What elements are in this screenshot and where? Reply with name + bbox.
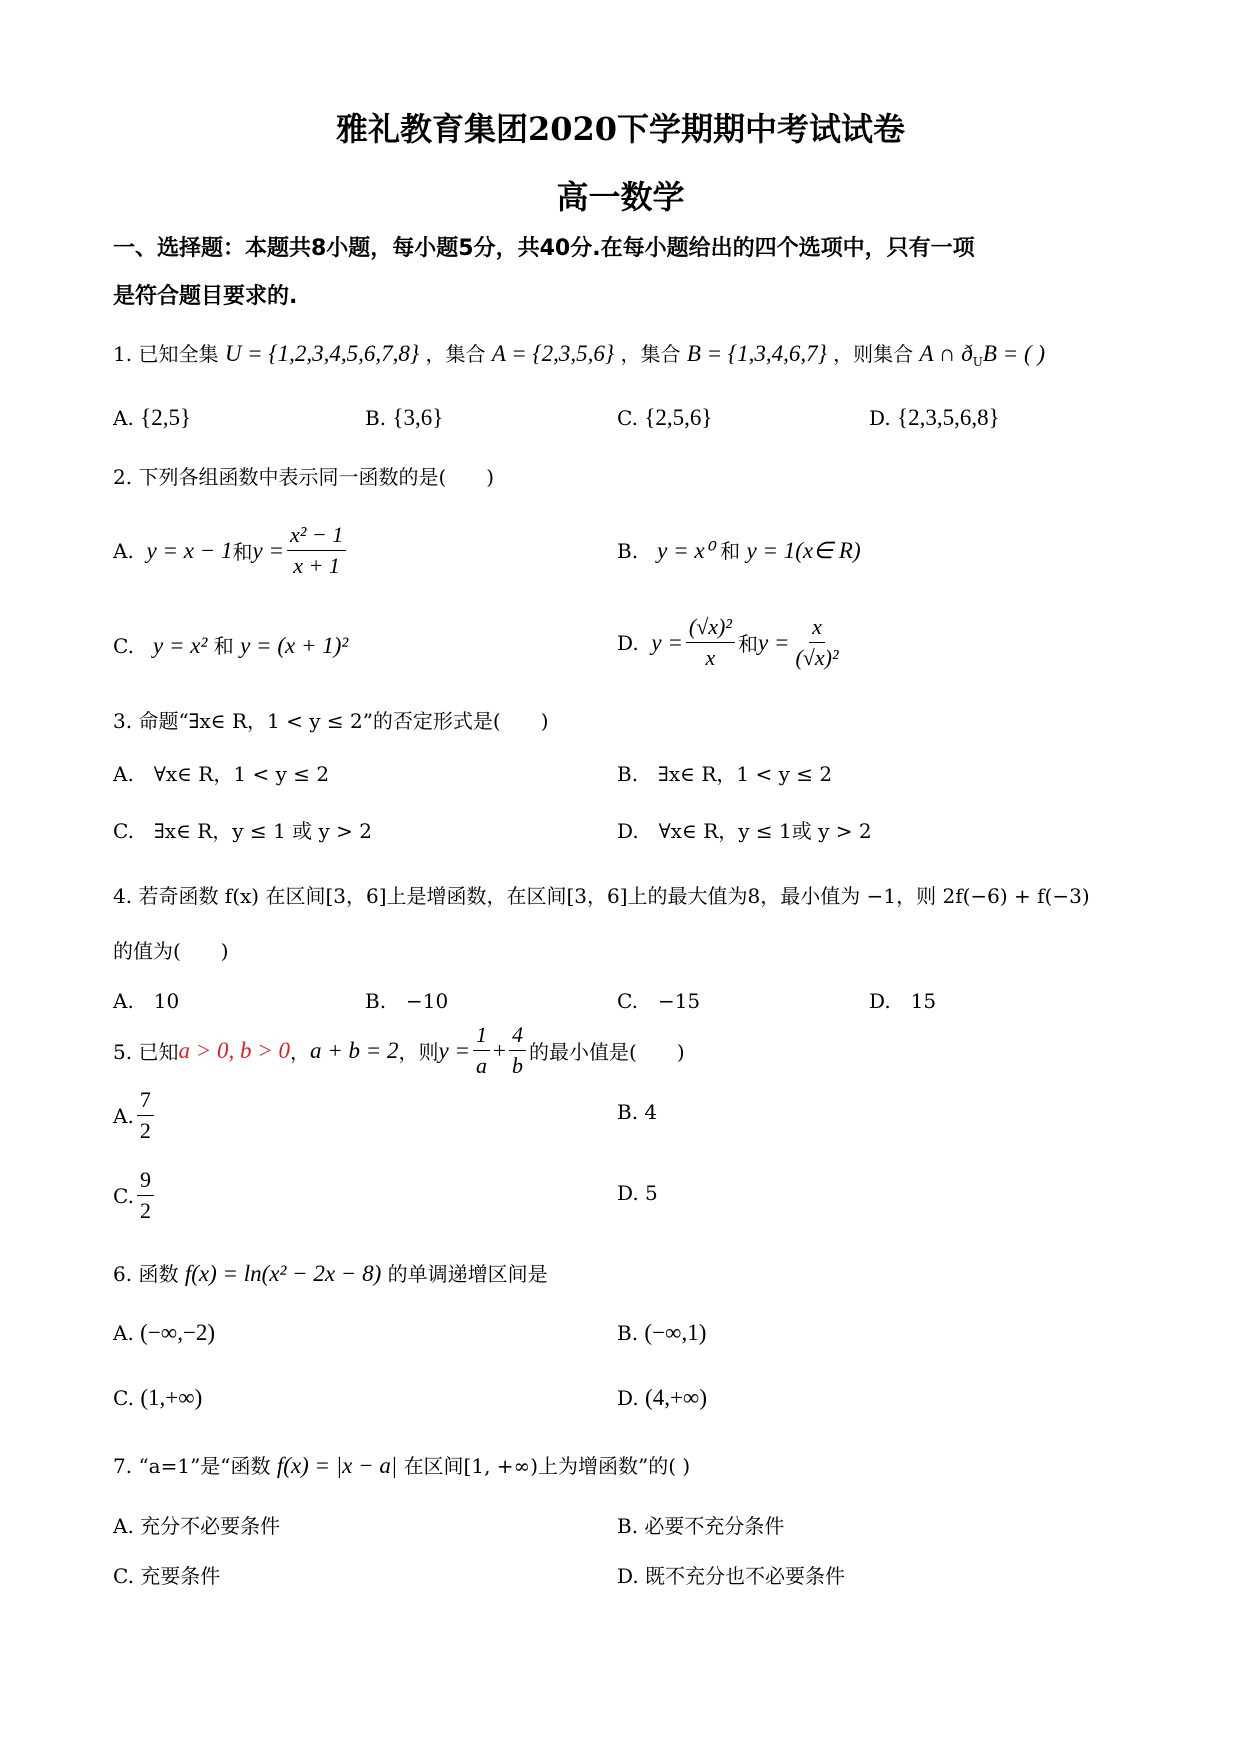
question-6-option-d: D. (4,+∞) <box>617 1385 707 1410</box>
question-5-option-c: C. $\frac{9}{2}$ <box>113 1165 157 1226</box>
question-6-option-a: A. (−∞,−2) <box>113 1320 216 1345</box>
question-1-stem: 1. 已知全集 U = {1,2,3,4,5,6,7,8} ，集合 A = {2,3,5,6} ，集合 B = {1,3,4,6,7} ，则集合 A ∩ $ð_UB$ = ( ) <box>113 341 1046 369</box>
question-7-stem: 7. “a=1”是“函数 f(x) = |x − a| 在区间[1, +∞)上为增函数”的( ) <box>113 1453 691 1478</box>
question-5-option-a: A. $\frac{7}{2}$ <box>113 1085 157 1146</box>
question-3-option-c: C. ∃x∈ R，y ≤ 1 或 y > 2 <box>113 819 373 843</box>
question-3-option-d: D. ∀x∈ R，y ≤ 1或 y > 2 <box>617 819 872 843</box>
question-2-stem: 2. 下列各组函数中表示同一函数的是( ) <box>113 465 495 489</box>
question-1-option-c: C. {2,5,6} <box>617 405 713 430</box>
question-3-option-b: B. ∃x∈ R，1 < y ≤ 2 <box>617 762 833 786</box>
question-4-stem-line1: 4. 若奇函数 f(x) 在区间[3，6]上是增函数，在区间[3，6]上的最大值为8，最小值为 −1，则 2f(−6) + f(−3) <box>113 884 1090 908</box>
fraction: $\frac{7}{2}$ <box>137 1085 154 1146</box>
question-7-option-d: D. 既不充分也不必要条件 <box>617 1564 846 1588</box>
question-4-option-a: A. 10 <box>113 989 180 1013</box>
question-6-stem: 6. 函数 f(x) = ln(x² − 2x − 8) 的单调递增区间是 <box>113 1261 548 1286</box>
question-2-option-b: B. y = x⁰ 和 y = 1(x∈ R) <box>617 538 861 563</box>
question-4-option-c: C. −15 <box>617 989 701 1013</box>
question-6-option-b: B. (−∞,1) <box>617 1320 707 1345</box>
question-5-stem: 5. 已知 a > 0, b > 0 ， a + b = 2 ，则 y = $\frac{1}{a}$ + $\frac{4}{b}$ 的最小值是( ) <box>113 1020 685 1081</box>
question-2-option-c: C. y = x² 和 y = (x + 1)² <box>113 633 349 658</box>
question-5-option-d: D. 5 <box>617 1181 658 1205</box>
question-4-stem-line2: 的值为( ) <box>113 939 229 963</box>
section-heading-line1: 一、选择题：本题共8小题，每小题5分，共40分.在每小题给出的四个选项中，只有一项 <box>113 236 975 261</box>
fraction: $\frac{1}{a}$ <box>473 1020 490 1081</box>
question-7-option-c: C. 充要条件 <box>113 1564 221 1588</box>
fraction: $\frac{4}{b}$ <box>509 1020 526 1081</box>
question-4-option-b: B. −10 <box>365 989 449 1013</box>
fraction: $\frac{\text{x² − 1}}{x + 1}$ <box>287 520 346 581</box>
fraction: $\frac{x}{\text{(√x)²}}$ <box>795 614 839 670</box>
fraction: $\frac{9}{2}$ <box>137 1165 154 1226</box>
question-6-option-c: C. (1,+∞) <box>113 1385 203 1410</box>
question-1-option-d: D. {2,3,5,6,8} <box>869 405 1000 430</box>
exam-title: 雅礼教育集团2020下学期期中考试试卷 <box>335 110 906 148</box>
question-3-option-a: A. ∀x∈ R，1 < y ≤ 2 <box>113 762 330 786</box>
question-5-option-b: B. 4 <box>617 1100 658 1124</box>
fraction: $\frac{\text{(√x)²}}{x}$ <box>686 612 735 673</box>
question-7-option-a: A. 充分不必要条件 <box>113 1514 281 1538</box>
question-4-option-d: D. 15 <box>869 989 937 1013</box>
question-7-option-b: B. 必要不充分条件 <box>617 1514 785 1538</box>
question-3-stem: 3. 命题“∃x∈ R，1 < y ≤ 2”的否定形式是( ) <box>113 709 549 733</box>
question-2-option-d: D. y = $\frac{\text{(√x)²}}{x}$ 和 y = $\frac{x}{\text{(√x)²}}$ <box>617 612 845 673</box>
section-heading-line2: 是符合题目要求的. <box>113 284 298 309</box>
question-1-option-b: B. {3,6} <box>365 405 444 430</box>
exam-subtitle: 高一数学 <box>556 178 685 216</box>
question-2-option-a: A. y = x − 1 和 y = $\frac{\text{x² − 1}}{x + 1}$ <box>113 520 349 581</box>
question-1-option-a: A. {2,5} <box>113 405 192 430</box>
